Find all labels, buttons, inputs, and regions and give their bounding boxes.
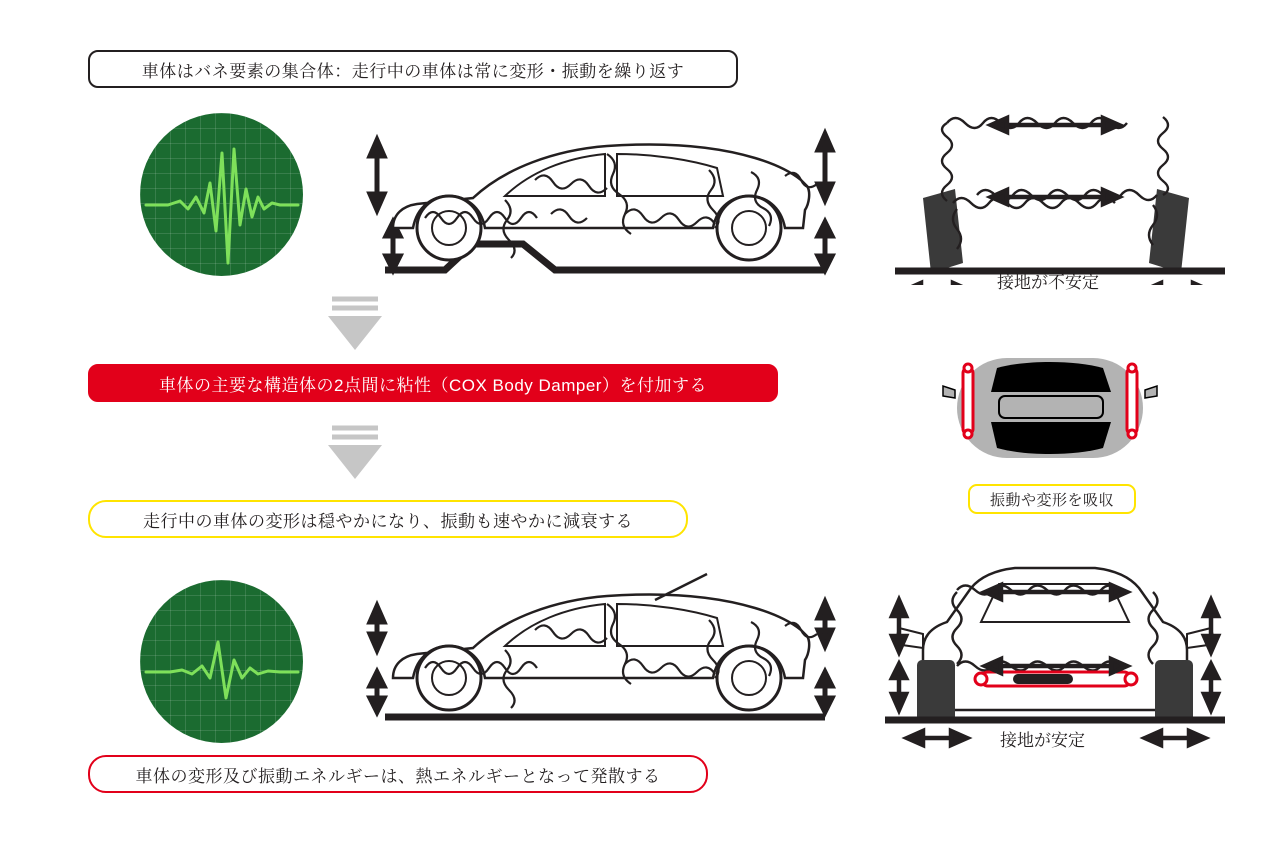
callout-title-top: 車体はバネ要素の集合体：走行中の車体は常に変形・振動を繰り返す <box>88 50 738 88</box>
vertical-double-arrow-icon <box>818 134 832 270</box>
car-side-view-icon-after <box>355 560 875 750</box>
tire-right <box>1149 189 1189 273</box>
tire-right <box>1155 660 1193 722</box>
oscilloscope-icon-after <box>140 580 303 743</box>
tire-left <box>917 660 955 722</box>
car-side-view-icon-before <box>355 110 875 310</box>
callout-result-yellow: 走行中の車体の変形は穏やかになり、振動も速やかに減衰する <box>88 500 688 538</box>
vertical-double-arrow-icon <box>818 602 832 712</box>
label-grounding-unstable: 接地が不安定 <box>997 273 1099 292</box>
car-top-view-icon <box>935 352 1165 467</box>
down-arrow-icon-2 <box>320 424 390 484</box>
vertical-double-arrow-icon <box>370 606 384 712</box>
spring-coil-icon <box>942 117 1168 249</box>
car-front-view-icon-unstable <box>895 85 1225 285</box>
callout-absorb-note: 振動や変形を吸収 <box>968 484 1136 514</box>
down-arrow-icon-1 <box>320 295 390 355</box>
label-grounding-stable: 接地が安定 <box>1000 731 1085 750</box>
car-front-view-icon-stable <box>885 530 1225 750</box>
scope-trace-after <box>140 580 303 743</box>
callout-step-main: 車体の主要な構造体の2点間に粘性（COX Body Damper）を付加する <box>88 364 778 402</box>
scope-trace-before <box>140 113 303 276</box>
oscilloscope-icon-before <box>140 113 303 276</box>
vertical-double-arrow-icon <box>370 140 400 270</box>
callout-result-red: 車体の変形及び振動エネルギーは、熱エネルギーとなって発散する <box>88 755 708 793</box>
